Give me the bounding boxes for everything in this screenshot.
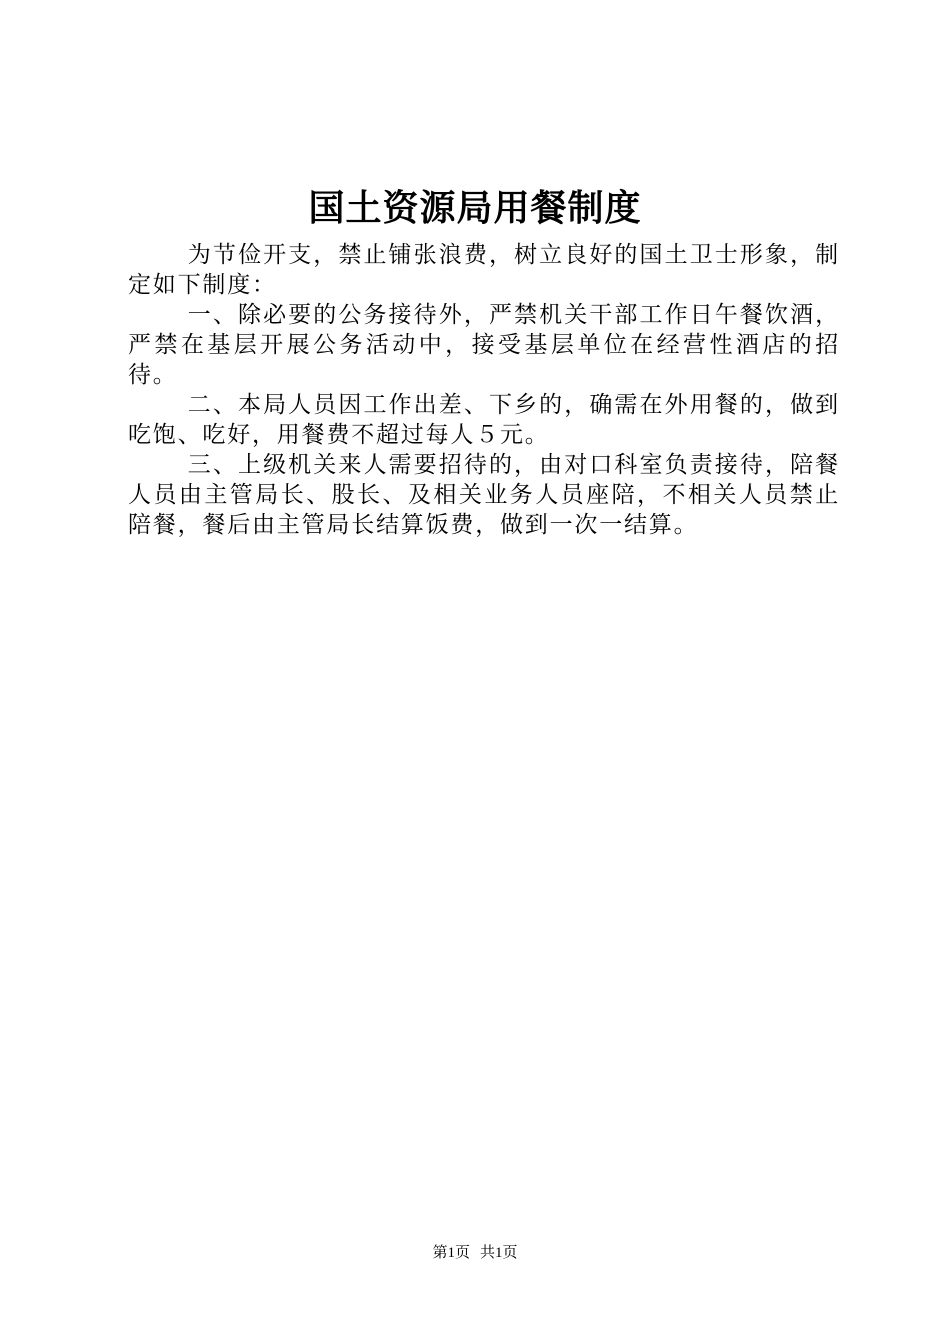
paragraph-rule-1: 一、除必要的公务接待外，严禁机关干部工作日午餐饮酒，严禁在基层开展公务活动中，接受基层单位在经营性酒店的招待。 bbox=[128, 302, 840, 388]
paragraph-rule-2: 二、本局人员因工作出差、下乡的，确需在外用餐的，做到吃饱、吃好，用餐费不超过每人５元。 bbox=[128, 392, 840, 448]
total-pages: 共1页 bbox=[480, 1245, 518, 1261]
paragraph-rule-3: 三、上级机关来人需要招待的，由对口科室负责接待，陪餐人员由主管局长、股长、及相关业务人员座陪，不相关人员禁止陪餐，餐后由主管局长结算饭费，做到一次一结算。 bbox=[128, 452, 840, 538]
page-footer bbox=[0, 1242, 950, 1264]
document-body bbox=[128, 240, 840, 540]
paragraph-intro: 为节俭开支，禁止铺张浪费，树立良好的国土卫士形象，制定如下制度： bbox=[128, 242, 840, 298]
page-number: 第1页 bbox=[432, 1245, 470, 1261]
document-title: 国土资源局用餐制度 bbox=[308, 187, 642, 229]
